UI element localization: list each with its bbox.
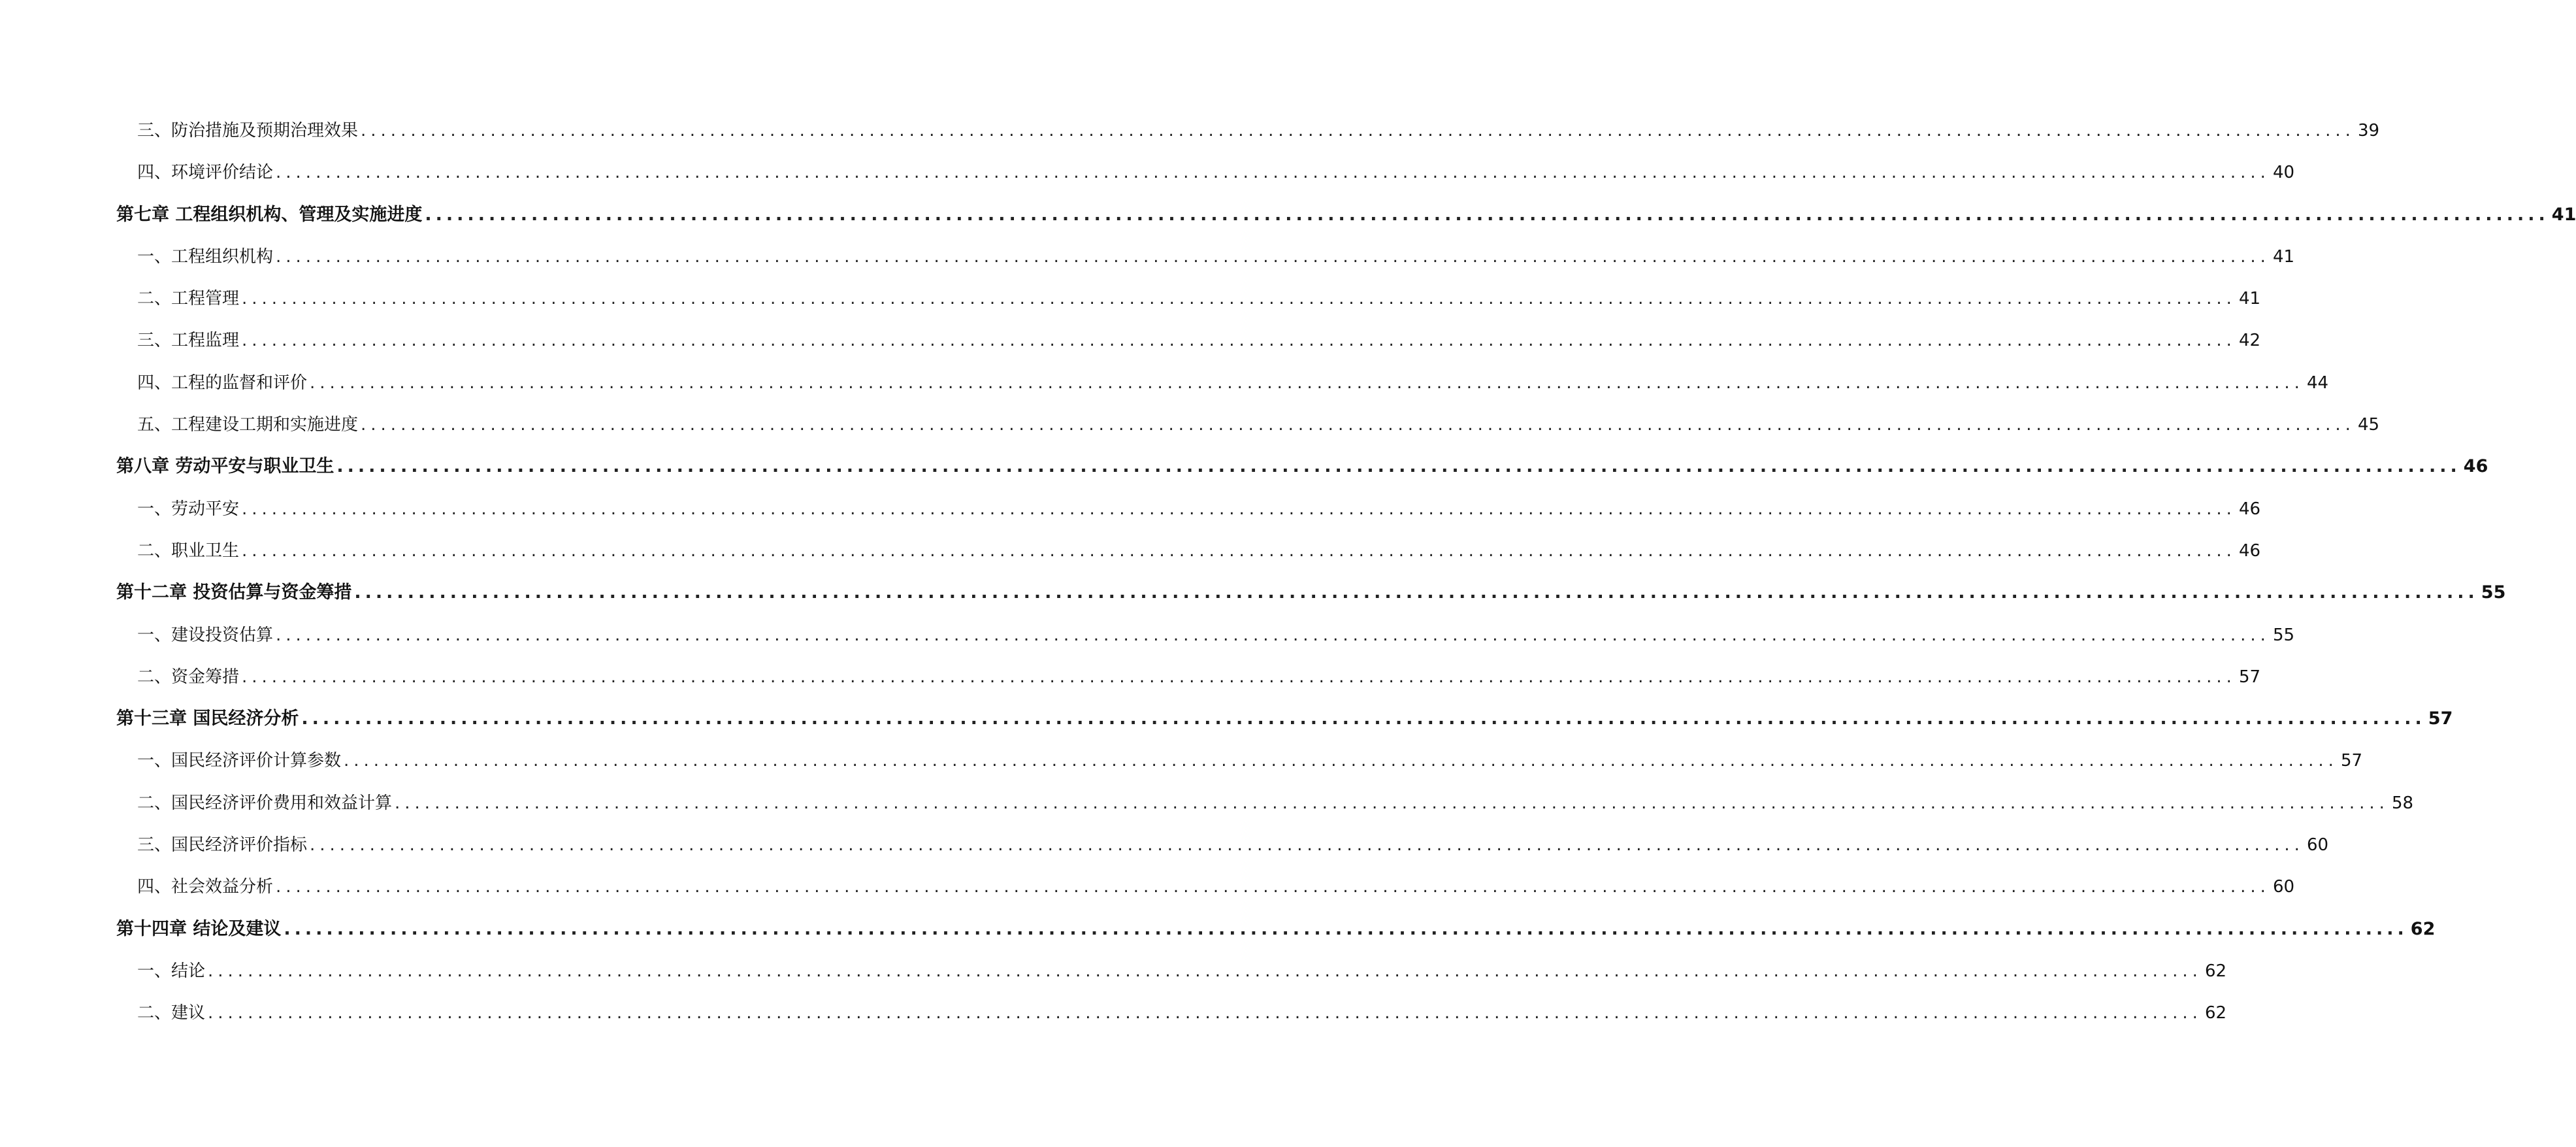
toc-entry-page: 44 xyxy=(2306,373,2329,393)
toc-chapter-entry[interactable] xyxy=(116,572,2506,614)
toc-entry-page: 46 xyxy=(2238,540,2261,561)
table-of-contents xyxy=(116,110,2576,1035)
toc-entry-title: 一、结论 xyxy=(137,961,206,981)
toc-chapter-entry[interactable] xyxy=(116,908,2436,950)
toc-entry[interactable] xyxy=(116,530,2261,572)
toc-entry[interactable] xyxy=(116,656,2261,698)
toc-chapter-entry[interactable] xyxy=(116,698,2453,740)
toc-entry-title: 一、建设投资估算 xyxy=(137,625,274,645)
toc-entry-title: 一、工程组织机构 xyxy=(137,246,274,267)
toc-entry-title: 四、社会效益分析 xyxy=(137,877,274,897)
toc-entry-title: 三、防治措施及预期治理效果 xyxy=(137,121,359,141)
toc-entry-title: 五、工程建设工期和实施进度 xyxy=(137,415,359,435)
toc-dot-leader: ........................................................................................................................................................................................................ xyxy=(242,289,2236,309)
toc-chapter-entry[interactable] xyxy=(116,194,2576,236)
toc-chapter-page: 57 xyxy=(2428,708,2453,729)
toc-entry-page: 39 xyxy=(2357,121,2380,141)
toc-dot-leader: ........................................................................................................................................................................................................ xyxy=(242,667,2236,687)
toc-chapter-title: 第十二章 投资估算与资金筹措 xyxy=(116,582,352,603)
toc-dot-leader: ........................................................................................................................................................................................................ xyxy=(242,540,2236,561)
toc-entry-title: 二、建议 xyxy=(137,1003,206,1023)
toc-chapter-page: 62 xyxy=(2410,918,2436,939)
toc-entry-title: 一、国民经济评价计算参数 xyxy=(137,751,342,771)
toc-dot-leader: ........................................................................................................................................................................................................ xyxy=(354,582,2479,603)
toc-dot-leader: ........................................................................................................................................................................................................ xyxy=(242,499,2236,519)
toc-entry[interactable] xyxy=(116,236,2295,278)
toc-entry-page: 45 xyxy=(2357,415,2380,435)
toc-dot-leader: ........................................................................................................................................................................................................ xyxy=(310,373,2304,393)
toc-chapter-page: 46 xyxy=(2463,456,2488,477)
toc-dot-leader: ........................................................................................................................................................................................................ xyxy=(208,961,2202,981)
toc-dot-leader: ........................................................................................................................................................................................................ xyxy=(276,625,2270,645)
toc-dot-leader: ........................................................................................................................................................................................................ xyxy=(336,456,2461,477)
toc-dot-leader: ........................................................................................................................................................................................................ xyxy=(301,708,2426,729)
toc-dot-leader: ........................................................................................................................................................................................................ xyxy=(276,877,2270,897)
toc-entry-title: 二、国民经济评价费用和效益计算 xyxy=(137,793,393,813)
toc-entry-title: 二、职业卫生 xyxy=(137,540,240,561)
toc-entry-page: 41 xyxy=(2272,246,2295,267)
toc-entry-title: 三、国民经济评价指标 xyxy=(137,835,308,856)
toc-entry[interactable] xyxy=(116,950,2227,992)
toc-entry-title: 四、环境评价结论 xyxy=(137,163,274,183)
toc-dot-leader: ........................................................................................................................................................................................................ xyxy=(242,331,2236,351)
toc-entry-title: 二、工程管理 xyxy=(137,289,240,309)
toc-chapter-title: 第七章 工程组织机构、管理及实施进度 xyxy=(116,204,423,225)
toc-dot-leader: ........................................................................................................................................................................................................ xyxy=(344,751,2338,771)
toc-dot-leader: ........................................................................................................................................................................................................ xyxy=(284,918,2408,939)
toc-entry[interactable] xyxy=(116,824,2329,866)
toc-entry[interactable] xyxy=(116,614,2295,656)
toc-entry-page: 42 xyxy=(2238,331,2261,351)
toc-dot-leader: ........................................................................................................................................................................................................ xyxy=(361,121,2355,141)
toc-chapter-page: 41 xyxy=(2551,204,2576,225)
toc-entry-title: 二、资金筹措 xyxy=(137,667,240,687)
toc-entry-page: 62 xyxy=(2204,961,2227,981)
toc-entry[interactable] xyxy=(116,866,2295,908)
toc-entry-title: 四、工程的监督和评价 xyxy=(137,373,308,393)
toc-entry-title: 一、劳动平安 xyxy=(137,499,240,519)
toc-chapter-page: 55 xyxy=(2481,582,2506,603)
toc-dot-leader: ........................................................................................................................................................................................................ xyxy=(208,1003,2202,1023)
toc-dot-leader: ........................................................................................................................................................................................................ xyxy=(276,163,2270,183)
toc-entry-page: 60 xyxy=(2306,835,2329,856)
toc-entry[interactable] xyxy=(116,110,2380,152)
toc-dot-leader: ........................................................................................................................................................................................................ xyxy=(395,793,2389,813)
toc-entry[interactable] xyxy=(116,740,2363,782)
toc-entry-page: 58 xyxy=(2391,793,2414,813)
toc-entry-page: 57 xyxy=(2238,667,2261,687)
toc-entry[interactable] xyxy=(116,152,2295,193)
toc-entry[interactable] xyxy=(116,278,2261,320)
toc-entry-title: 三、工程监理 xyxy=(137,331,240,351)
toc-dot-leader: ........................................................................................................................................................................................................ xyxy=(361,415,2355,435)
toc-dot-leader: ........................................................................................................................................................................................................ xyxy=(276,246,2270,267)
toc-entry[interactable] xyxy=(116,488,2261,530)
toc-dot-leader: ........................................................................................................................................................................................................ xyxy=(310,835,2304,856)
toc-entry[interactable] xyxy=(116,320,2261,361)
toc-entry[interactable] xyxy=(116,782,2414,824)
toc-entry-page: 41 xyxy=(2238,289,2261,309)
toc-dot-leader: ........................................................................................................................................................................................................ xyxy=(425,204,2549,225)
toc-entry-page: 55 xyxy=(2272,625,2295,645)
toc-chapter-title: 第八章 劳动平安与职业卫生 xyxy=(116,456,334,477)
toc-chapter-title: 第十四章 结论及建议 xyxy=(116,918,282,939)
toc-chapter-title: 第十三章 国民经济分析 xyxy=(116,708,299,729)
toc-entry-page: 57 xyxy=(2340,751,2363,771)
toc-entry-page: 62 xyxy=(2204,1003,2227,1023)
toc-entry[interactable] xyxy=(116,992,2227,1034)
toc-entry[interactable] xyxy=(116,362,2329,404)
toc-entry[interactable] xyxy=(116,404,2380,446)
toc-chapter-entry[interactable] xyxy=(116,446,2488,488)
toc-entry-page: 40 xyxy=(2272,163,2295,183)
toc-entry-page: 60 xyxy=(2272,877,2295,897)
toc-entry-page: 46 xyxy=(2238,499,2261,519)
